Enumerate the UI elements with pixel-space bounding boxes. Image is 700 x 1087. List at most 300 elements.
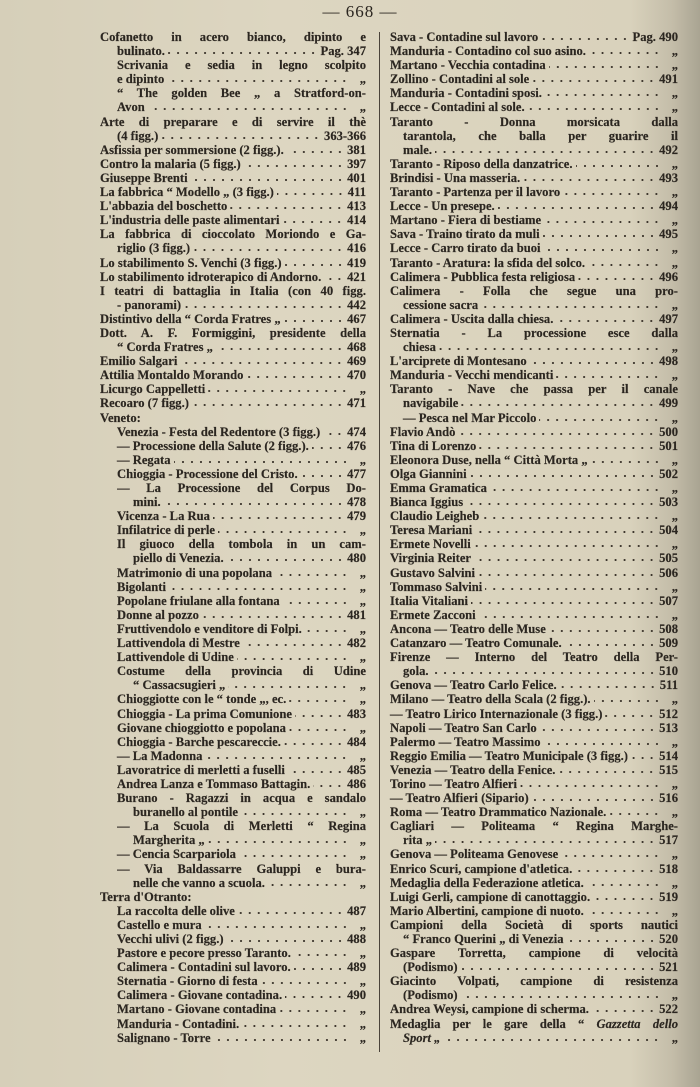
index-entry-line	[390, 805, 678, 819]
dot-leader	[164, 495, 344, 509]
entry-text: — La Processione del Corpus Do-	[117, 481, 366, 495]
entry-title	[100, 256, 282, 270]
entry-title	[117, 721, 286, 735]
entry-text: Costume della provincia di Udine	[117, 664, 366, 679]
entry-text: Lecce - Un presepe.	[390, 199, 495, 214]
index-entry-line	[390, 382, 678, 396]
dot-leader	[490, 481, 661, 495]
index-entry-line	[390, 890, 678, 904]
index-entry-line	[390, 481, 678, 495]
page-reference: 442	[347, 297, 366, 312]
entry-text: “ The golden Bee „ a Stratford-on-	[117, 86, 366, 101]
page-reference: 521	[659, 960, 678, 975]
index-entry-line	[390, 960, 678, 974]
dot-leader	[549, 622, 656, 636]
entry-text: Pastore e pecore presso Taranto.	[117, 946, 291, 961]
entry-text: Ermete Novelli	[390, 537, 471, 552]
page-reference: 522	[659, 1002, 678, 1017]
entry-text: Flavio Andò	[390, 424, 456, 439]
entry-title	[117, 650, 234, 664]
dot-leader	[576, 157, 662, 171]
entry-title	[390, 382, 678, 396]
entry-title	[100, 115, 366, 129]
entry-title	[390, 707, 602, 721]
index-entry-line	[100, 833, 366, 847]
index-entry-line	[390, 1002, 678, 1016]
entry-text: Emma Gramatica	[390, 481, 487, 495]
entry-title	[100, 411, 141, 425]
index-entry-line	[390, 439, 678, 453]
dot-leader	[243, 636, 344, 650]
dot-leader	[575, 862, 656, 876]
page-reference: 414	[347, 213, 366, 228]
index-entry-line	[390, 129, 678, 143]
entry-title	[100, 185, 274, 199]
index-entry-line	[100, 960, 366, 974]
page-reference: „	[671, 607, 678, 622]
index-entry-line	[390, 763, 678, 777]
page-reference: „	[671, 410, 678, 425]
dot-leader	[261, 974, 349, 988]
dot-leader	[282, 213, 344, 227]
page-reference: „	[671, 847, 678, 862]
entry-title	[100, 171, 188, 185]
index-entry-line	[390, 495, 678, 509]
entry-text: Napoli — Teatro San Carlo	[390, 720, 537, 735]
dot-leader	[191, 171, 345, 185]
entry-text: Tina di Lorenzo	[390, 438, 477, 453]
entry-text: — Cencia Scarpariola	[117, 847, 236, 862]
entry-text: Andrea Lanza e Tommaso Battagin.	[117, 776, 311, 791]
entry-text: Ancona — Teatro delle Muse	[390, 621, 546, 636]
dot-leader	[443, 1031, 661, 1045]
page-reference: „	[359, 382, 366, 397]
entry-title	[117, 594, 280, 608]
index-entry-line	[100, 425, 366, 439]
index-entry-line	[390, 312, 678, 326]
dot-leader	[275, 566, 349, 580]
dot-leader	[461, 988, 661, 1002]
entry-text: Chioggia - Processione del Cristo.	[117, 466, 298, 481]
page-reference: 474	[347, 424, 366, 439]
entry-title	[403, 960, 458, 974]
index-entry-line	[390, 819, 678, 833]
entry-title	[390, 86, 542, 100]
entry-text: Lecce - Contadini al sole.	[390, 100, 525, 115]
page-reference: „	[359, 593, 366, 608]
page-reference: 509	[659, 636, 678, 651]
index-entry-line	[100, 721, 366, 735]
entry-text: Manduria - Contadini.	[117, 1016, 240, 1031]
entry-text: — Via Baldassarre Galuppi e bura-	[117, 861, 366, 876]
entry-text: “ Franco Querini „ di Venezia	[403, 932, 564, 946]
entry-text: Eleonora Duse, nella “ Città Morta „	[390, 452, 588, 467]
dot-leader	[475, 523, 656, 537]
entry-title	[100, 30, 366, 44]
dot-leader	[161, 129, 321, 143]
page-reference: 468	[347, 340, 366, 355]
entry-text: Catanzaro — Teatro Comunale.	[390, 636, 562, 651]
index-entry-line	[100, 749, 366, 763]
entry-title	[390, 974, 678, 988]
index-entry-line	[390, 580, 678, 594]
index-entry-line	[390, 509, 678, 523]
entry-title	[390, 551, 471, 565]
index-entry-line	[100, 227, 366, 241]
entry-title	[390, 453, 588, 467]
index-entry-line	[100, 537, 366, 551]
entry-text: Ermete Zacconi	[390, 607, 476, 622]
page-reference: 471	[347, 396, 366, 411]
index-entry-line	[390, 904, 678, 918]
entry-title	[390, 735, 541, 749]
index-entry-line	[100, 129, 366, 143]
dot-leader	[284, 312, 344, 326]
page-reference: „	[671, 903, 678, 918]
index-entry-line	[390, 523, 678, 537]
entry-title	[390, 594, 468, 608]
page-reference: 517	[659, 833, 678, 848]
entry-text: mini.	[133, 495, 161, 510]
index-entry-line	[100, 143, 366, 157]
dot-leader	[541, 30, 629, 44]
entry-text: Cofanetto in acero bianco, dipinto e	[100, 30, 366, 44]
entry-text: Margherita „	[133, 833, 205, 848]
entry-text: Olga Giannini	[390, 466, 467, 481]
entry-text: Il giuoco della tombola in un cam-	[117, 537, 366, 552]
entry-text: Bianca Iggius	[390, 495, 464, 510]
entry-text: Calimera - Contadini sul lavoro.	[117, 960, 291, 975]
page-reference: „	[671, 875, 678, 890]
entry-title	[117, 340, 213, 354]
index-entry-line	[390, 566, 678, 580]
page-reference: „	[671, 1030, 678, 1045]
page-reference: „	[671, 805, 678, 820]
entry-title	[117, 819, 366, 833]
index-entry-line	[100, 86, 366, 100]
index-entry-line	[100, 777, 366, 791]
page-reference: „	[359, 1016, 366, 1031]
index-entry-line	[100, 298, 366, 312]
entry-title	[117, 988, 282, 1002]
index-entry-line	[100, 171, 366, 185]
page-reference: 478	[347, 495, 366, 510]
page-reference: 477	[347, 466, 366, 481]
page-reference: „	[359, 917, 366, 932]
entry-text: Taranto - Aratura: la sfida del solco.	[390, 255, 586, 270]
entry-title	[133, 876, 265, 890]
entry-text: Lo stabilimento idroterapico di Andorno.	[100, 269, 322, 284]
index-entry-line	[390, 876, 678, 890]
entry-text: nelle che vanno a scuola.	[133, 875, 265, 890]
page-reference: „	[671, 185, 678, 200]
page-reference: Pag. 347	[320, 44, 366, 59]
entry-text: Andrea Weysi, campione di scherma.	[390, 1002, 589, 1017]
index-entry-line	[100, 1031, 366, 1045]
entry-text: male.	[403, 142, 433, 157]
entry-text: Italia Vitaliani	[390, 593, 469, 608]
entry-text: Brindisi - Una masseria.	[390, 170, 521, 185]
entry-title	[133, 551, 224, 565]
page-reference: 488	[347, 932, 366, 946]
page-reference: „	[671, 241, 678, 256]
dot-leader	[587, 904, 661, 918]
entry-title	[403, 988, 458, 1002]
entry-title	[390, 495, 463, 509]
page-reference: 511	[659, 678, 678, 693]
dot-leader	[591, 453, 661, 467]
entry-text: buranello al pontile	[133, 805, 238, 820]
dot-leader	[458, 425, 656, 439]
index-entry-line	[100, 396, 366, 410]
page-reference: 514	[659, 748, 678, 763]
entry-title	[390, 763, 555, 777]
index-entry-line	[390, 467, 678, 481]
entry-text: Emilio Salgari	[100, 354, 178, 369]
page-reference: „	[671, 988, 678, 1003]
index-entry-line	[390, 664, 678, 678]
entry-title	[133, 495, 161, 509]
entry-text: Campioni della Società di sports nautici	[390, 917, 678, 932]
index-entry-line	[100, 368, 366, 382]
entry-text: Martano - Vecchia contadina	[390, 58, 546, 73]
entry-text: Teresa Mariani	[390, 523, 473, 538]
index-entry-line	[390, 932, 678, 946]
page-reference: 520	[659, 932, 678, 946]
dot-leader	[479, 439, 656, 453]
page-reference: „	[359, 974, 366, 989]
dot-leader	[587, 876, 661, 890]
entry-text: Cagliari — Politeama “ Regina Marghe-	[390, 819, 678, 834]
entry-title	[390, 44, 586, 58]
entry-title	[390, 439, 476, 453]
entry-title	[390, 467, 467, 481]
dot-leader	[242, 1017, 349, 1031]
page-reference: 397	[347, 156, 366, 171]
page-reference: 495	[659, 227, 678, 242]
entry-title	[390, 157, 573, 171]
index-entry-line	[100, 692, 366, 706]
index-entry-line	[390, 608, 678, 622]
index-entry-line	[100, 481, 366, 495]
entry-text: Virginia Reiter	[390, 551, 472, 566]
entry-title	[100, 227, 366, 241]
dot-leader	[285, 988, 344, 1002]
entry-text: Luigi Gerli, campione di canottaggio.	[390, 889, 591, 904]
index-entry-line	[100, 890, 366, 904]
entry-title	[117, 1002, 276, 1016]
dot-leader	[471, 594, 656, 608]
index-entry-line	[100, 72, 366, 86]
entry-text: La fabbrica “ Modello „ (3 figg.)	[100, 185, 274, 200]
dot-leader	[543, 227, 656, 241]
page-reference: „	[359, 523, 366, 538]
entry-text: Reggio Emilia — Teatro Municipale (3 figg.)	[390, 748, 628, 763]
dot-leader	[594, 692, 661, 706]
entry-text: Terra d'Otranto:	[100, 889, 192, 904]
entry-title	[390, 58, 546, 72]
page-reference: „	[359, 847, 366, 862]
entry-title	[117, 566, 272, 580]
dot-leader	[208, 382, 349, 396]
entry-title	[117, 439, 309, 453]
page-reference: „	[359, 678, 366, 693]
dot-leader	[305, 622, 349, 636]
dot-leader	[482, 509, 661, 523]
index-entry-line	[390, 594, 678, 608]
entry-text: riglio (3 figg.)	[117, 241, 191, 256]
page-reference: 516	[659, 791, 678, 806]
entry-text: cessione sacra	[403, 297, 479, 312]
dot-leader	[277, 185, 345, 199]
dot-leader	[312, 439, 344, 453]
page-reference: „	[671, 58, 678, 73]
index-entry-line	[390, 171, 678, 185]
entry-title	[100, 326, 366, 340]
index-entry-line	[390, 707, 678, 721]
entry-text: Martano - Giovane contadina	[117, 1002, 277, 1017]
index-right-column	[390, 30, 678, 1045]
dot-leader	[631, 749, 656, 763]
dot-leader	[556, 312, 656, 326]
entry-text: Milano — Teatro della Scala (2 figg.).	[390, 692, 591, 707]
entry-title	[117, 100, 145, 114]
entry-title	[390, 368, 553, 382]
entry-title	[133, 805, 238, 819]
dot-leader	[439, 340, 661, 354]
entry-text: Martano - Fiera di bestiame	[390, 213, 542, 228]
dot-leader	[461, 396, 656, 410]
entry-text: La fabbrica di cioccolato Moriondo e Ga-	[100, 227, 366, 242]
entry-text: — La Scuola di Merletti “ Regina	[117, 819, 366, 834]
entry-title	[117, 425, 320, 439]
page-reference: „	[671, 452, 678, 467]
page-reference: „	[671, 368, 678, 383]
entry-title	[117, 974, 258, 988]
index-entry-line	[390, 227, 678, 241]
entry-title	[117, 453, 171, 467]
entry-text: Mario Albertini, campione di nuoto.	[390, 903, 584, 918]
entry-title	[403, 298, 478, 312]
dot-leader	[289, 692, 349, 706]
entry-text: Manduria - Contadini sposi.	[390, 86, 542, 101]
entry-text: Salignano - Torre	[117, 1030, 211, 1045]
page-reference: „	[359, 100, 366, 115]
page-reference: 470	[347, 368, 366, 383]
dot-leader	[479, 608, 661, 622]
dot-leader	[237, 650, 349, 664]
entry-title	[117, 946, 291, 960]
entry-title	[100, 382, 205, 396]
entry-text: — Regata	[117, 452, 171, 467]
index-entry-line	[100, 256, 366, 270]
entry-text: Avon	[117, 100, 145, 115]
entry-title	[117, 509, 210, 523]
page-reference: 490	[347, 988, 366, 1003]
entry-text: Venezia - Festa del Redentore (3 figg.)	[117, 424, 321, 439]
entry-title	[117, 523, 215, 537]
entry-text: Vecchi ulivi (2 figg.)	[117, 932, 224, 946]
entry-text: Venezia — Teatro della Fenice.	[390, 762, 556, 777]
dot-leader	[532, 791, 656, 805]
entry-title	[117, 749, 202, 763]
dot-leader	[227, 932, 345, 946]
page-reference: „	[671, 776, 678, 791]
dot-leader	[279, 1002, 349, 1016]
index-entry-line	[390, 284, 678, 298]
page-reference: 481	[347, 607, 366, 622]
index-entry-line	[100, 354, 366, 368]
page-reference: 510	[659, 664, 678, 679]
index-entry-line	[100, 791, 366, 805]
entry-text: — Teatro Lirico Internazionale (3 figg.)	[390, 706, 603, 721]
page-reference: 480	[347, 551, 366, 566]
dot-leader	[592, 1002, 656, 1016]
dot-leader	[432, 664, 657, 678]
index-entry-line	[100, 312, 366, 326]
entry-text: Chioggia - La prima Comunione	[117, 706, 292, 721]
dot-leader	[540, 721, 656, 735]
entry-title	[390, 876, 584, 890]
entry-title	[117, 777, 310, 791]
index-entry-line	[390, 368, 678, 382]
entry-title	[117, 960, 291, 974]
page-reference: „	[671, 481, 678, 495]
dot-leader	[193, 241, 344, 255]
page-reference: 498	[659, 354, 678, 369]
entry-text: piello di Venezia.	[133, 551, 224, 566]
entry-title	[390, 566, 475, 580]
entry-title	[390, 890, 590, 904]
page-reference: 483	[347, 706, 366, 721]
index-entry-line	[390, 537, 678, 551]
entry-text: Lo stabilimento S. Venchi (3 figg.)	[100, 255, 282, 270]
entry-text: — La Madonna	[117, 748, 203, 763]
page-reference: 499	[659, 396, 678, 411]
entry-title	[390, 213, 541, 227]
entry-text: bulinato.	[117, 44, 165, 59]
entry-text: Lattivendola di Mestre	[117, 636, 240, 651]
entry-title	[390, 256, 585, 270]
page-reference: „	[359, 72, 366, 87]
entry-title	[390, 115, 678, 129]
entry-text: Tommaso Salvini	[390, 579, 483, 594]
index-entry-line	[390, 44, 678, 58]
index-entry-line	[390, 946, 678, 960]
entry-text: Genova — Teatro Carlo Felice.	[390, 678, 557, 693]
index-entry-line	[100, 340, 366, 354]
page-reference: 496	[659, 269, 678, 284]
entry-text: Giuseppe Brenti	[100, 170, 188, 185]
dot-leader	[565, 636, 656, 650]
page-reference: 381	[347, 142, 366, 157]
index-entry-line	[390, 143, 678, 157]
dot-leader	[605, 707, 656, 721]
entry-title	[390, 622, 546, 636]
entry-title	[390, 425, 455, 439]
dot-leader	[481, 298, 661, 312]
index-entry-line	[390, 199, 678, 213]
index-entry-line	[390, 425, 678, 439]
dot-leader	[184, 298, 344, 312]
index-entry-line	[390, 185, 678, 199]
entry-title	[390, 819, 678, 833]
page-reference: 497	[659, 311, 678, 326]
page-reference: 519	[659, 889, 678, 904]
index-entry-line	[100, 100, 366, 114]
entry-text: Donne al pozzo	[117, 607, 199, 622]
entry-title	[117, 537, 366, 551]
